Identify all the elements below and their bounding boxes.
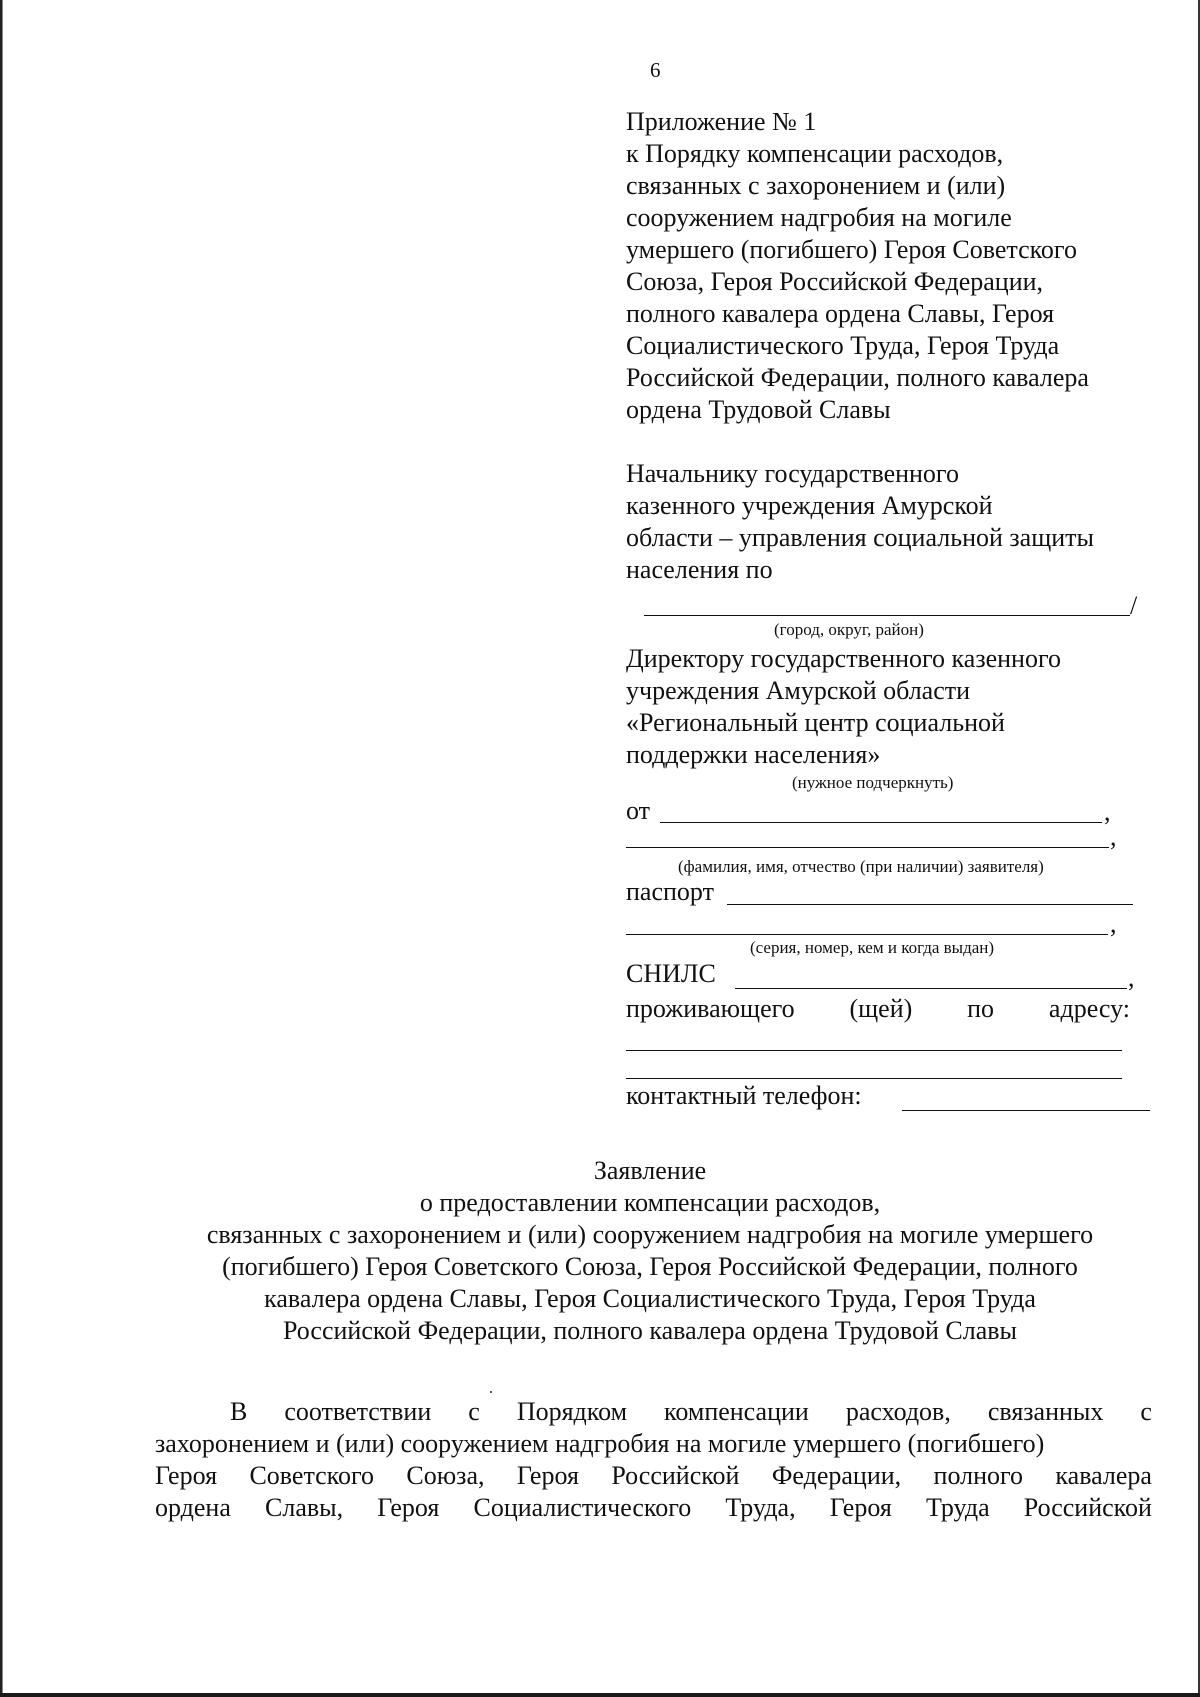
- underline-caption: (нужное подчеркнуть): [792, 773, 954, 792]
- residing-word: проживающего: [626, 994, 795, 1023]
- from-label: от: [626, 796, 651, 825]
- statement-heading: Заявление: [593, 1156, 707, 1185]
- statement-title-line: о предоставлении компенсации расходов,: [419, 1188, 881, 1217]
- comma: ,: [1128, 963, 1135, 992]
- page-number: 6: [650, 58, 661, 82]
- scan-edge-left: [0, 0, 4, 1697]
- name-field-line-2[interactable]: [626, 847, 1109, 848]
- statement-title-line: кавалера ордена Славы, Героя Социалистического Труда, Героя Труда: [264, 1284, 1036, 1313]
- address-field-line-2[interactable]: [626, 1078, 1122, 1079]
- appendix-line: полного кавалера ордена Славы, Героя: [626, 299, 1055, 328]
- residing-word: (щей): [849, 994, 913, 1023]
- appendix-line: связанных с захоронением и (или): [626, 171, 1006, 200]
- appendix-line: к Порядку компенсации расходов,: [626, 139, 1004, 168]
- slash-mark: /: [1130, 591, 1138, 620]
- passport-caption: (серия, номер, кем и когда выдан): [750, 938, 995, 957]
- director-line: «Региональный центр социальной: [626, 708, 1005, 737]
- snils-field-line[interactable]: [735, 988, 1127, 989]
- appendix-line: Социалистического Труда, Героя Труда: [626, 331, 1060, 360]
- addressee-line: казенного учреждения Амурской: [626, 491, 993, 520]
- snils-label: СНИЛС: [626, 959, 716, 988]
- comma: ,: [1110, 822, 1117, 851]
- statement-title-line: (погибшего) Героя Советского Союза, Героя Российской Федерации, полного: [222, 1252, 1078, 1281]
- comma: ,: [1110, 909, 1117, 938]
- residing-word: по: [967, 994, 995, 1023]
- comma: ,: [1104, 797, 1111, 826]
- name-caption: (фамилия, имя, отчество (при наличии) заявителя): [678, 857, 1044, 876]
- passport-field-line-2[interactable]: [626, 934, 1108, 935]
- speck: [490, 1391, 492, 1393]
- phone-field-line[interactable]: [902, 1110, 1150, 1111]
- statement-title-line: Российской Федерации, полного кавалера ордена Трудовой Славы: [282, 1316, 1018, 1345]
- director-line: поддержки населения»: [626, 740, 881, 769]
- addressee-line: населения по: [626, 555, 773, 584]
- phone-label: контактный телефон:: [626, 1081, 862, 1110]
- addressee-line: Начальнику государственного: [626, 459, 959, 488]
- director-line: учреждения Амурской области: [626, 676, 971, 705]
- name-field-line-1[interactable]: [660, 822, 1102, 823]
- appendix-line: сооружением надгробия на могиле: [626, 203, 1012, 232]
- city-caption: (город, округ, район): [774, 620, 924, 639]
- appendix-line: умершего (погибшего) Героя Советского: [626, 235, 1077, 264]
- scan-edge-bottom: [0, 1693, 1200, 1697]
- residing-row: [626, 993, 1130, 1025]
- addressee-block: [626, 458, 1146, 586]
- director-line: Директору государственного казенного: [626, 644, 1061, 673]
- address-field-line-1[interactable]: [626, 1050, 1122, 1051]
- appendix-block: [626, 106, 1146, 426]
- city-field-line[interactable]: [644, 615, 1130, 616]
- statement-title-line: связанных с захоронением и (или) сооружением надгробия на могиле умершего: [206, 1220, 1094, 1249]
- body-line-3: Героя Советского Союза, Героя Российской Федерации, полного кавалера: [155, 1461, 1152, 1490]
- appendix-line: Союза, Героя Российской Федерации,: [626, 267, 1044, 296]
- addressee-line: области – управления социальной защиты: [626, 523, 1094, 552]
- appendix-line: ордена Трудовой Славы: [626, 395, 891, 424]
- appendix-line: Приложение № 1: [626, 107, 817, 136]
- body-line-2: захоронением и (или) сооружением надгробия на могиле умершего (погибшего): [155, 1429, 1045, 1458]
- statement-title: [150, 1155, 1150, 1347]
- appendix-line: Российской Федерации, полного кавалера: [626, 363, 1089, 392]
- passport-field-line-1[interactable]: [727, 904, 1133, 905]
- body-line-4: ордена Славы, Героя Социалистического Труда, Героя Труда Российской: [155, 1493, 1152, 1522]
- body-line-1: В соответствии с Порядком компенсации расходов, связанных с: [230, 1397, 1152, 1426]
- body-paragraph: [155, 1396, 1152, 1524]
- passport-label: паспорт: [626, 877, 714, 906]
- director-block: [626, 643, 1146, 771]
- residing-word: адресу:: [1048, 994, 1130, 1023]
